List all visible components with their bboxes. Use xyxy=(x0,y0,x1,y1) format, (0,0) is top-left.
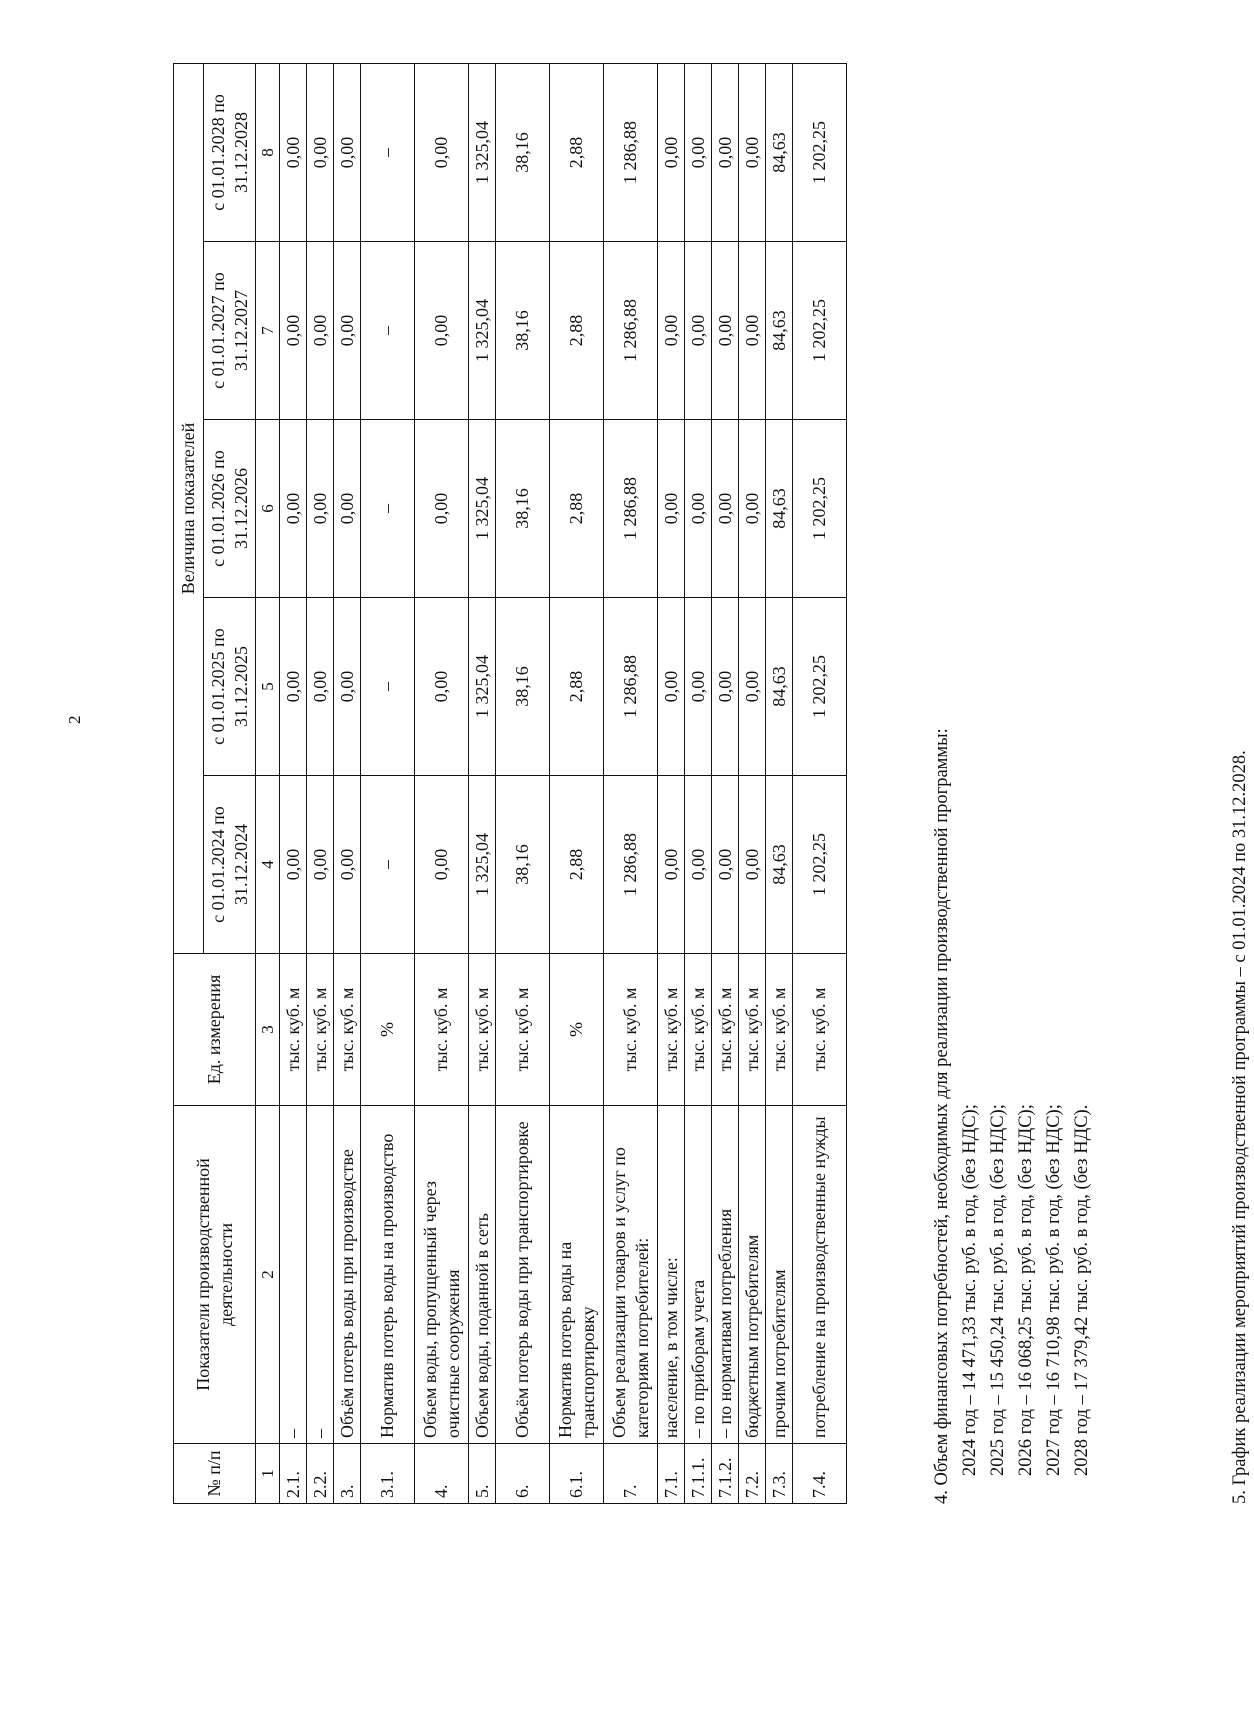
row-number: 7. xyxy=(604,1444,658,1504)
row-value: 0,00 xyxy=(739,598,766,776)
table-row xyxy=(280,63,307,1503)
table-row xyxy=(739,63,766,1503)
table-row xyxy=(361,63,415,1503)
header-period: с 01.01.2027 по 31.12.2027 xyxy=(204,242,256,420)
row-unit: тыс. куб. м xyxy=(685,954,712,1106)
row-number: 7.4. xyxy=(793,1444,847,1504)
row-value: 0,00 xyxy=(307,776,334,954)
row-value: 38,16 xyxy=(496,420,550,598)
row-number: 6.1. xyxy=(550,1444,604,1504)
row-number: 5. xyxy=(469,1444,496,1504)
row-value: 38,16 xyxy=(496,598,550,776)
row-value: 0,00 xyxy=(739,420,766,598)
row-value: – xyxy=(361,598,415,776)
row-value: 0,00 xyxy=(334,598,361,776)
table-row xyxy=(604,63,658,1503)
row-indicator: – xyxy=(307,1106,334,1444)
row-indicator: прочим потребителям xyxy=(766,1106,793,1444)
column-number: 3 xyxy=(256,954,280,1106)
section-4-title: 4. Объем финансовых потребностей, необходимых для реализации производственной программы: xyxy=(932,728,952,1504)
header-period: с 01.01.2025 по 31.12.2025 xyxy=(204,598,256,776)
table-row xyxy=(550,63,604,1503)
section-4-line: 2024 год – 14 471,33 тыс. руб. в год, (без НДС); xyxy=(960,1104,980,1476)
row-value: 0,00 xyxy=(685,776,712,954)
row-value: 0,00 xyxy=(712,420,739,598)
column-number: 1 xyxy=(256,1444,280,1504)
table-row xyxy=(685,63,712,1503)
table-row xyxy=(307,63,334,1503)
header-period: с 01.01.2028 по 31.12.2028 xyxy=(204,63,256,241)
header-unit: Ед. измерения xyxy=(174,954,256,1106)
row-indicator: Норматив потерь воды на транспортировку xyxy=(550,1106,604,1444)
row-value: 2,88 xyxy=(550,63,604,241)
row-value: 0,00 xyxy=(658,242,685,420)
row-value: 0,00 xyxy=(334,776,361,954)
row-indicator: – xyxy=(280,1106,307,1444)
row-value: 1 202,25 xyxy=(793,776,847,954)
header-group: Величина показателей xyxy=(174,63,204,953)
row-value: 0,00 xyxy=(307,598,334,776)
row-unit: тыс. куб. м xyxy=(739,954,766,1106)
row-unit: тыс. куб. м xyxy=(469,954,496,1106)
row-value: – xyxy=(361,242,415,420)
row-value: 84,63 xyxy=(766,420,793,598)
row-number: 6. xyxy=(496,1444,550,1504)
row-value: 2,88 xyxy=(550,420,604,598)
row-indicator: потребление на производственные нужды xyxy=(793,1106,847,1444)
row-unit: тыс. куб. м xyxy=(766,954,793,1106)
row-indicator: население, в том числе: xyxy=(658,1106,685,1444)
row-value: 2,88 xyxy=(550,242,604,420)
row-indicator: – по приборам учета xyxy=(685,1106,712,1444)
row-value: 1 325,04 xyxy=(469,776,496,954)
row-unit: % xyxy=(361,954,415,1106)
row-value: 0,00 xyxy=(307,63,334,241)
row-value: 0,00 xyxy=(280,63,307,241)
table-row xyxy=(793,63,847,1503)
row-value: 1 325,04 xyxy=(469,598,496,776)
row-value: 0,00 xyxy=(280,776,307,954)
row-value: 0,00 xyxy=(739,242,766,420)
table-row xyxy=(415,63,469,1503)
section-5-title: 5. График реализации мероприятий производственной программы – с 01.01.2024 по 31.12.2028. xyxy=(1230,750,1250,1504)
header-period: с 01.01.2026 по 31.12.2026 xyxy=(204,420,256,598)
column-number: 8 xyxy=(256,63,280,241)
row-indicator: Объем воды, поданной в сеть xyxy=(469,1106,496,1444)
section-4-line: 2025 год – 15 450,24 тыс. руб. в год, (без НДС); xyxy=(988,1104,1008,1476)
row-value: 1 286,88 xyxy=(604,242,658,420)
header-indicator: Показатели производственной деятельности xyxy=(174,1106,256,1444)
row-unit: тыс. куб. м xyxy=(604,954,658,1106)
row-indicator: бюджетным потребителям xyxy=(739,1106,766,1444)
row-unit: тыс. куб. м xyxy=(307,954,334,1106)
row-value: 0,00 xyxy=(658,420,685,598)
row-number: 7.1.2. xyxy=(712,1444,739,1504)
section-4-line: 2027 год – 16 710,98 тыс. руб. в год, (без НДС); xyxy=(1044,1104,1064,1476)
table-row xyxy=(766,63,793,1503)
row-value: 84,63 xyxy=(766,63,793,241)
column-number: 2 xyxy=(256,1106,280,1444)
page-number: 2 xyxy=(65,715,84,724)
row-value: 0,00 xyxy=(685,598,712,776)
column-number: 4 xyxy=(256,776,280,954)
row-value: 1 286,88 xyxy=(604,598,658,776)
row-value: 0,00 xyxy=(415,242,469,420)
row-value: 1 286,88 xyxy=(604,63,658,241)
row-indicator: Объем воды, пропущенный через очистные сооружения xyxy=(415,1106,469,1444)
row-indicator: Объем реализации товаров и услуг по категориям потребителей: xyxy=(604,1106,658,1444)
row-value: 0,00 xyxy=(280,242,307,420)
row-value: 0,00 xyxy=(685,63,712,241)
row-indicator: – по нормативам потребления xyxy=(712,1106,739,1444)
table-row xyxy=(658,63,685,1503)
row-value: 0,00 xyxy=(685,242,712,420)
row-value: – xyxy=(361,776,415,954)
row-value: 0,00 xyxy=(307,242,334,420)
row-value: 1 286,88 xyxy=(604,420,658,598)
row-value: 38,16 xyxy=(496,63,550,241)
table-row xyxy=(469,63,496,1503)
row-value: 0,00 xyxy=(280,598,307,776)
row-number: 2.2. xyxy=(307,1444,334,1504)
indicators-table xyxy=(173,63,847,1504)
row-value: 1 325,04 xyxy=(469,63,496,241)
row-value: 0,00 xyxy=(739,776,766,954)
program-sections xyxy=(928,84,1254,1504)
row-indicator: Норматив потерь воды на производство xyxy=(361,1106,415,1444)
section-4-line: 2026 год – 16 068,25 тыс. руб. в год, (без НДС); xyxy=(1016,1104,1036,1476)
table-row xyxy=(712,63,739,1503)
row-value: 0,00 xyxy=(712,598,739,776)
row-unit: тыс. куб. м xyxy=(334,954,361,1106)
row-value: 0,00 xyxy=(685,420,712,598)
row-number: 2.1. xyxy=(280,1444,307,1504)
row-indicator: Объём потерь воды при транспортировке xyxy=(496,1106,550,1444)
row-value: 1 325,04 xyxy=(469,420,496,598)
row-unit: % xyxy=(550,954,604,1106)
row-value: 38,16 xyxy=(496,776,550,954)
row-value: – xyxy=(361,420,415,598)
row-value: 0,00 xyxy=(334,63,361,241)
document-page xyxy=(45,49,1250,1669)
row-value: 2,88 xyxy=(550,598,604,776)
row-value: 0,00 xyxy=(658,598,685,776)
row-value: 0,00 xyxy=(415,598,469,776)
row-value: 1 202,25 xyxy=(793,598,847,776)
section-4-line: 2028 год – 17 379,42 тыс. руб. в год, (без НДС). xyxy=(1072,1104,1092,1476)
row-value: 1 202,25 xyxy=(793,242,847,420)
column-numbers-row xyxy=(256,63,280,1503)
row-unit: тыс. куб. м xyxy=(658,954,685,1106)
row-unit: тыс. куб. м xyxy=(415,954,469,1106)
row-value: 1 202,25 xyxy=(793,420,847,598)
row-value: 0,00 xyxy=(658,63,685,241)
row-number: 7.3. xyxy=(766,1444,793,1504)
row-unit: тыс. куб. м xyxy=(280,954,307,1106)
row-value: – xyxy=(361,63,415,241)
row-number: 3. xyxy=(334,1444,361,1504)
row-value: 84,63 xyxy=(766,598,793,776)
row-unit: тыс. куб. м xyxy=(496,954,550,1106)
row-number: 4. xyxy=(415,1444,469,1504)
row-number: 7.1.1. xyxy=(685,1444,712,1504)
row-number: 3.1. xyxy=(361,1444,415,1504)
row-value: 1 325,04 xyxy=(469,242,496,420)
row-value: 0,00 xyxy=(739,63,766,241)
header-period: с 01.01.2024 по 31.12.2024 xyxy=(204,776,256,954)
table-row xyxy=(496,63,550,1503)
column-number: 5 xyxy=(256,598,280,776)
row-value: 0,00 xyxy=(307,420,334,598)
row-value: 2,88 xyxy=(550,776,604,954)
row-value: 1 202,25 xyxy=(793,63,847,241)
row-value: 0,00 xyxy=(712,776,739,954)
row-value: 0,00 xyxy=(415,420,469,598)
row-unit: тыс. куб. м xyxy=(712,954,739,1106)
column-number: 7 xyxy=(256,242,280,420)
row-value: 0,00 xyxy=(658,776,685,954)
row-value: 1 286,88 xyxy=(604,776,658,954)
row-number: 7.1. xyxy=(658,1444,685,1504)
row-value: 0,00 xyxy=(415,63,469,241)
row-unit: тыс. куб. м xyxy=(793,954,847,1106)
row-indicator: Объём потерь воды при производстве xyxy=(334,1106,361,1444)
row-value: 84,63 xyxy=(766,776,793,954)
row-value: 0,00 xyxy=(280,420,307,598)
row-value: 0,00 xyxy=(334,242,361,420)
row-value: 38,16 xyxy=(496,242,550,420)
header-num: № п/п xyxy=(174,1444,256,1504)
row-value: 84,63 xyxy=(766,242,793,420)
row-value: 0,00 xyxy=(415,776,469,954)
row-value: 0,00 xyxy=(712,242,739,420)
table-row xyxy=(334,63,361,1503)
row-value: 0,00 xyxy=(712,63,739,241)
row-value: 0,00 xyxy=(334,420,361,598)
column-number: 6 xyxy=(256,420,280,598)
row-number: 7.2. xyxy=(739,1444,766,1504)
